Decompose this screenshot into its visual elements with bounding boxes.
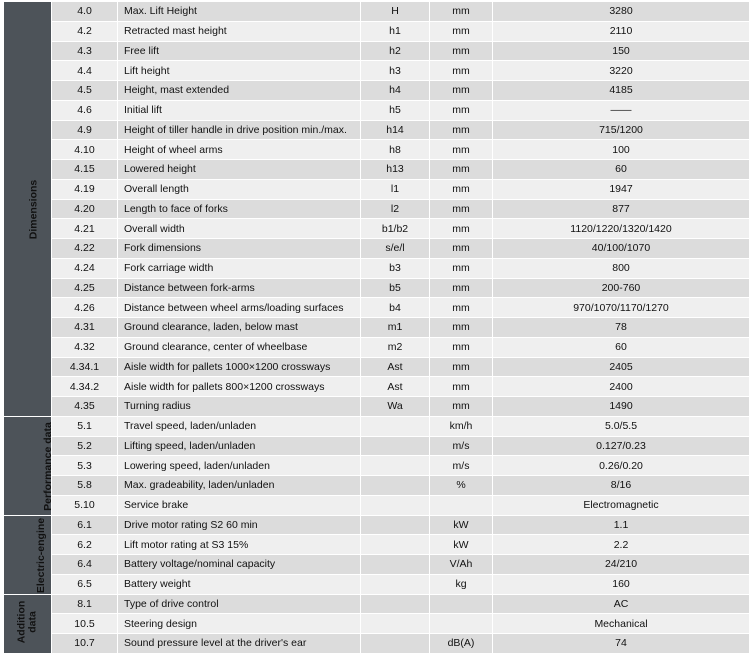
item-number: 5.1: [52, 416, 118, 436]
item-description: Lowered height: [118, 160, 361, 180]
spec-row: [4, 278, 750, 298]
section-label-line: data: [26, 611, 39, 633]
item-symbol: h14: [361, 120, 430, 140]
item-value: 1947: [493, 179, 750, 199]
item-description: Lift motor rating at S3 15%: [118, 535, 361, 555]
section-label-text: Electric-engine: [35, 517, 48, 593]
item-description: Initial lift: [118, 100, 361, 120]
item-unit: dB(A): [430, 634, 493, 654]
item-unit: mm: [430, 239, 493, 259]
item-unit: kW: [430, 535, 493, 555]
spec-row: [4, 555, 750, 575]
item-number: 4.21: [52, 219, 118, 239]
item-value: 1.1: [493, 515, 750, 535]
item-symbol: H: [361, 2, 430, 22]
item-number: 5.3: [52, 456, 118, 476]
item-value: ——: [493, 100, 750, 120]
item-description: Max. Lift Height: [118, 2, 361, 22]
item-symbol: [361, 594, 430, 614]
item-symbol: Ast: [361, 377, 430, 397]
item-value: 715/1200: [493, 120, 750, 140]
item-number: 5.2: [52, 436, 118, 456]
item-number: 4.2: [52, 21, 118, 41]
item-description: Distance between fork-arms: [118, 278, 361, 298]
item-description: Battery weight: [118, 574, 361, 594]
item-value: 60: [493, 160, 750, 180]
item-value: 970/1070/1170/1270: [493, 298, 750, 318]
item-symbol: [361, 535, 430, 555]
item-symbol: [361, 515, 430, 535]
item-number: 4.32: [52, 337, 118, 357]
spec-row: [4, 2, 750, 22]
spec-row: [4, 614, 750, 634]
item-symbol: [361, 495, 430, 515]
spec-row: [4, 239, 750, 259]
item-symbol: m1: [361, 318, 430, 338]
item-number: 4.34.2: [52, 377, 118, 397]
item-symbol: [361, 436, 430, 456]
spec-row: [4, 357, 750, 377]
spec-row: [4, 337, 750, 357]
item-number: 5.8: [52, 476, 118, 496]
item-symbol: b3: [361, 258, 430, 278]
spec-row: [4, 61, 750, 81]
item-symbol: [361, 555, 430, 575]
item-unit: mm: [430, 298, 493, 318]
item-description: Free lift: [118, 41, 361, 61]
item-value: 150: [493, 41, 750, 61]
section-label-text: Performance data: [41, 421, 54, 511]
item-unit: mm: [430, 219, 493, 239]
item-number: 4.25: [52, 278, 118, 298]
section-label-text: Dimensions: [27, 179, 40, 240]
item-description: Lift height: [118, 61, 361, 81]
item-unit: kg: [430, 574, 493, 594]
item-description: Overall length: [118, 179, 361, 199]
spec-row: [4, 219, 750, 239]
item-value: 2110: [493, 21, 750, 41]
spec-row: [4, 258, 750, 278]
item-unit: %: [430, 476, 493, 496]
item-unit: mm: [430, 199, 493, 219]
item-value: 3220: [493, 61, 750, 81]
spec-row: [4, 160, 750, 180]
item-symbol: b5: [361, 278, 430, 298]
spec-row: [4, 515, 750, 535]
spec-row: [4, 140, 750, 160]
item-number: 6.4: [52, 555, 118, 575]
item-value: 78: [493, 318, 750, 338]
item-symbol: s/e/l: [361, 239, 430, 259]
item-value: 800: [493, 258, 750, 278]
item-unit: mm: [430, 140, 493, 160]
item-description: Retracted mast height: [118, 21, 361, 41]
spec-row: [4, 495, 750, 515]
item-number: 4.24: [52, 258, 118, 278]
item-symbol: h8: [361, 140, 430, 160]
item-description: Lowering speed, laden/unladen: [118, 456, 361, 476]
item-value: 60: [493, 337, 750, 357]
item-number: 4.9: [52, 120, 118, 140]
item-value: 2405: [493, 357, 750, 377]
item-value: 160: [493, 574, 750, 594]
item-value: 8/16: [493, 476, 750, 496]
item-unit: mm: [430, 357, 493, 377]
item-value: 4185: [493, 81, 750, 101]
item-number: 4.35: [52, 397, 118, 417]
item-symbol: [361, 476, 430, 496]
item-unit: [430, 594, 493, 614]
item-number: 4.19: [52, 179, 118, 199]
item-value: 2400: [493, 377, 750, 397]
item-unit: mm: [430, 61, 493, 81]
item-symbol: b1/b2: [361, 219, 430, 239]
item-description: Overall width: [118, 219, 361, 239]
item-unit: mm: [430, 258, 493, 278]
item-number: 4.26: [52, 298, 118, 318]
spec-row: [4, 120, 750, 140]
item-number: 10.5: [52, 614, 118, 634]
item-unit: mm: [430, 179, 493, 199]
item-unit: [430, 614, 493, 634]
item-value: 24/210: [493, 555, 750, 575]
item-symbol: h3: [361, 61, 430, 81]
section-label-text: [16, 601, 38, 644]
spec-table-body: [4, 2, 750, 654]
section-label: [4, 2, 52, 417]
item-value: 74: [493, 634, 750, 654]
item-unit: mm: [430, 41, 493, 61]
item-value: 2.2: [493, 535, 750, 555]
item-symbol: Wa: [361, 397, 430, 417]
item-description: Turning radius: [118, 397, 361, 417]
spec-row: [4, 377, 750, 397]
section-label-line: Addition: [15, 600, 28, 644]
item-value: 877: [493, 199, 750, 219]
item-number: 5.10: [52, 495, 118, 515]
item-symbol: h5: [361, 100, 430, 120]
section-label: [4, 594, 52, 653]
item-unit: mm: [430, 160, 493, 180]
item-number: 4.3: [52, 41, 118, 61]
item-value: 0.127/0.23: [493, 436, 750, 456]
spec-row: [4, 574, 750, 594]
item-value: 40/100/1070: [493, 239, 750, 259]
spec-row: [4, 100, 750, 120]
spec-row: [4, 21, 750, 41]
item-symbol: l2: [361, 199, 430, 219]
section-label: [4, 416, 52, 515]
item-description: Height of tiller handle in drive position min./max.: [118, 120, 361, 140]
item-description: Fork dimensions: [118, 239, 361, 259]
item-number: 4.15: [52, 160, 118, 180]
item-description: Distance between wheel arms/loading surfaces: [118, 298, 361, 318]
item-number: 6.2: [52, 535, 118, 555]
item-unit: V/Ah: [430, 555, 493, 575]
item-value: 3280: [493, 2, 750, 22]
item-number: 4.4: [52, 61, 118, 81]
spec-row: [4, 535, 750, 555]
item-description: Type of drive control: [118, 594, 361, 614]
item-number: 4.5: [52, 81, 118, 101]
item-unit: mm: [430, 2, 493, 22]
item-value: Electromagnetic: [493, 495, 750, 515]
item-unit: mm: [430, 120, 493, 140]
item-unit: mm: [430, 337, 493, 357]
spec-row: [4, 318, 750, 338]
item-description: Travel speed, laden/unladen: [118, 416, 361, 436]
item-value: 1120/1220/1320/1420: [493, 219, 750, 239]
item-description: Steering design: [118, 614, 361, 634]
item-symbol: m2: [361, 337, 430, 357]
item-symbol: [361, 416, 430, 436]
item-unit: mm: [430, 377, 493, 397]
spec-row: [4, 179, 750, 199]
item-description: Drive motor rating S2 60 min: [118, 515, 361, 535]
spec-row: [4, 81, 750, 101]
spec-row: [4, 199, 750, 219]
item-symbol: h2: [361, 41, 430, 61]
item-unit: [430, 495, 493, 515]
spec-table: [3, 1, 750, 654]
item-unit: m/s: [430, 436, 493, 456]
spec-row: [4, 594, 750, 614]
item-number: 4.22: [52, 239, 118, 259]
spec-row: [4, 416, 750, 436]
item-number: 8.1: [52, 594, 118, 614]
spec-row: [4, 634, 750, 654]
item-value: 100: [493, 140, 750, 160]
item-symbol: [361, 634, 430, 654]
item-description: Sound pressure level at the driver's ear: [118, 634, 361, 654]
item-symbol: l1: [361, 179, 430, 199]
item-symbol: h13: [361, 160, 430, 180]
item-number: 4.34.1: [52, 357, 118, 377]
item-unit: kW: [430, 515, 493, 535]
item-unit: mm: [430, 397, 493, 417]
section-label: [4, 515, 52, 594]
item-number: 6.5: [52, 574, 118, 594]
item-number: 6.1: [52, 515, 118, 535]
item-description: Height of wheel arms: [118, 140, 361, 160]
item-number: 4.10: [52, 140, 118, 160]
item-number: 4.6: [52, 100, 118, 120]
item-description: Battery voltage/nominal capacity: [118, 555, 361, 575]
item-unit: mm: [430, 81, 493, 101]
item-description: Height, mast extended: [118, 81, 361, 101]
item-unit: mm: [430, 21, 493, 41]
item-unit: mm: [430, 100, 493, 120]
item-value: Mechanical: [493, 614, 750, 634]
item-unit: mm: [430, 318, 493, 338]
item-description: Fork carriage width: [118, 258, 361, 278]
item-value: AC: [493, 594, 750, 614]
item-unit: km/h: [430, 416, 493, 436]
item-description: Aisle width for pallets 1000×1200 crossways: [118, 357, 361, 377]
item-description: Length to face of forks: [118, 199, 361, 219]
item-symbol: Ast: [361, 357, 430, 377]
item-value: 5.0/5.5: [493, 416, 750, 436]
item-symbol: [361, 574, 430, 594]
item-number: 4.20: [52, 199, 118, 219]
item-unit: mm: [430, 278, 493, 298]
item-description: Aisle width for pallets 800×1200 crossways: [118, 377, 361, 397]
spec-row: [4, 41, 750, 61]
item-symbol: [361, 614, 430, 634]
item-description: Lifting speed, laden/unladen: [118, 436, 361, 456]
item-number: 4.0: [52, 2, 118, 22]
spec-row: [4, 476, 750, 496]
item-symbol: h1: [361, 21, 430, 41]
item-symbol: [361, 456, 430, 476]
spec-row: [4, 436, 750, 456]
spec-row: [4, 456, 750, 476]
spec-row: [4, 298, 750, 318]
spec-row: [4, 397, 750, 417]
item-description: Service brake: [118, 495, 361, 515]
item-symbol: b4: [361, 298, 430, 318]
item-symbol: h4: [361, 81, 430, 101]
item-value: 1490: [493, 397, 750, 417]
item-unit: m/s: [430, 456, 493, 476]
item-description: Ground clearance, laden, below mast: [118, 318, 361, 338]
item-description: Ground clearance, center of wheelbase: [118, 337, 361, 357]
item-number: 4.31: [52, 318, 118, 338]
item-description: Max. gradeability, laden/unladen: [118, 476, 361, 496]
item-value: 200-760: [493, 278, 750, 298]
item-number: 10.7: [52, 634, 118, 654]
item-value: 0.26/0.20: [493, 456, 750, 476]
